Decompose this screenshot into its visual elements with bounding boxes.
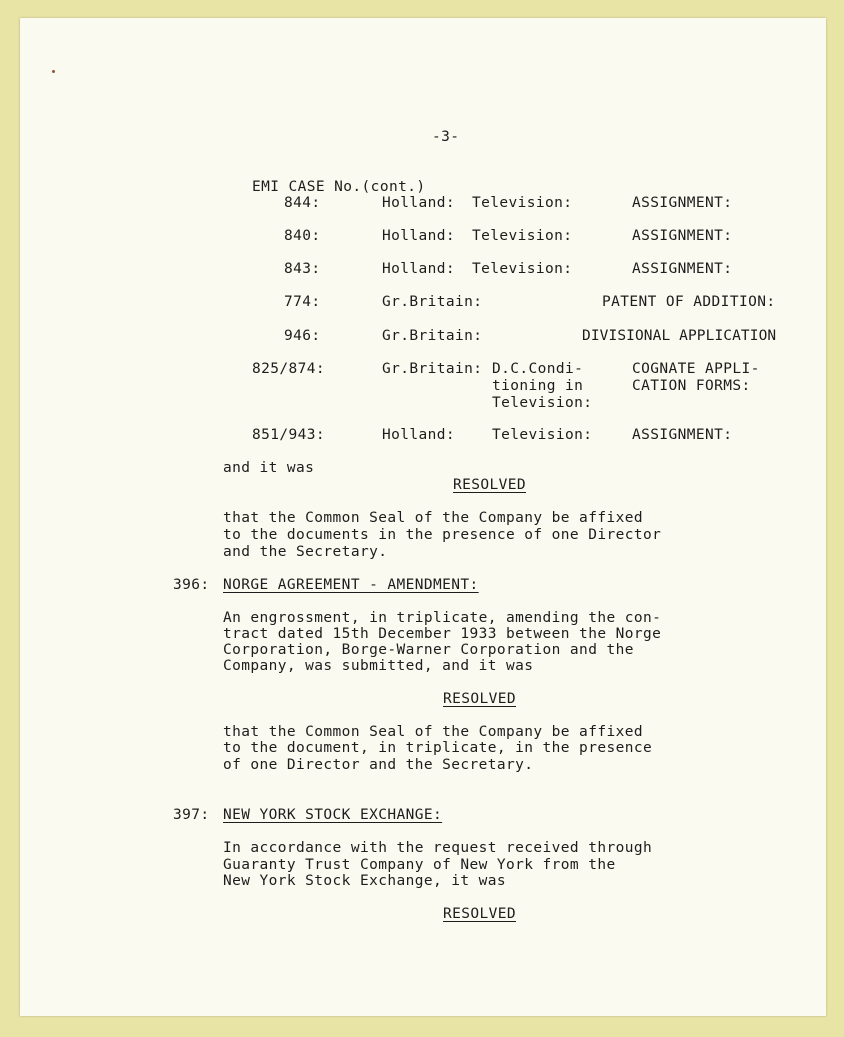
case-subject: Television: bbox=[472, 228, 573, 244]
resolution-line: that the Common Seal of the Company be affixed bbox=[223, 724, 643, 740]
ink-spot bbox=[52, 70, 55, 73]
body-line: tract dated 15th December 1933 between the Norge bbox=[223, 626, 662, 642]
case-country: Holland: bbox=[382, 261, 456, 277]
body-line: New York Stock Exchange, it was bbox=[223, 873, 507, 889]
resolved-heading: RESOLVED bbox=[443, 691, 517, 707]
item-number: 397: bbox=[173, 807, 210, 823]
case-country: Holland: bbox=[382, 427, 456, 443]
case-country: Gr.Britain: bbox=[382, 294, 483, 310]
resolution-line: to the documents in the presence of one Director bbox=[223, 527, 662, 543]
case-number: 774: bbox=[284, 294, 321, 310]
case-number: 946: bbox=[284, 328, 321, 344]
and-it-was: and it was bbox=[223, 460, 315, 476]
case-document-line: COGNATE APPLI- bbox=[632, 361, 760, 377]
case-country: Gr.Britain: bbox=[382, 328, 483, 344]
case-country: Holland: bbox=[382, 195, 456, 211]
case-document: ASSIGNMENT: bbox=[632, 427, 733, 443]
case-subject: Television: bbox=[472, 261, 573, 277]
case-subject: Television: bbox=[472, 195, 573, 211]
body-line: In accordance with the request received through bbox=[223, 840, 653, 856]
case-document-line: CATION FORMS: bbox=[632, 378, 751, 394]
case-subject-line: Television: bbox=[492, 395, 593, 411]
body-line: Company, was submitted, and it was bbox=[223, 658, 534, 674]
body-line: Corporation, Borge-Warner Corporation and the bbox=[223, 642, 634, 658]
case-subject: Television: bbox=[492, 427, 593, 443]
case-document: DIVISIONAL APPLICATION bbox=[582, 328, 777, 344]
resolved-heading: RESOLVED bbox=[453, 477, 527, 493]
case-subject-line: D.C.Condi- bbox=[492, 361, 584, 377]
resolution-line: of one Director and the Secretary. bbox=[223, 757, 534, 773]
body-line: An engrossment, in triplicate, amending the con- bbox=[223, 610, 662, 626]
case-heading: EMI CASE No.(cont.) bbox=[252, 179, 426, 195]
case-document: PATENT OF ADDITION: bbox=[602, 294, 776, 310]
item-title: NEW YORK STOCK EXCHANGE: bbox=[223, 807, 443, 823]
case-number: 844: bbox=[284, 195, 321, 211]
case-country: Holland: bbox=[382, 228, 456, 244]
item-title: NORGE AGREEMENT - AMENDMENT: bbox=[223, 577, 479, 593]
case-document: ASSIGNMENT: bbox=[632, 261, 733, 277]
resolution-line: and the Secretary. bbox=[223, 544, 388, 560]
resolution-line: that the Common Seal of the Company be affixed bbox=[223, 510, 643, 526]
case-number: 851/943: bbox=[252, 427, 326, 443]
page-number: -3- bbox=[432, 129, 460, 145]
case-number: 843: bbox=[284, 261, 321, 277]
case-number: 840: bbox=[284, 228, 321, 244]
case-document: ASSIGNMENT: bbox=[632, 228, 733, 244]
case-number: 825/874: bbox=[252, 361, 326, 377]
resolution-line: to the document, in triplicate, in the presence bbox=[223, 740, 653, 756]
item-number: 396: bbox=[173, 577, 210, 593]
case-country: Gr.Britain: bbox=[382, 361, 483, 377]
case-subject-line: tioning in bbox=[492, 378, 584, 394]
resolved-heading: RESOLVED bbox=[443, 906, 517, 922]
case-document: ASSIGNMENT: bbox=[632, 195, 733, 211]
body-line: Guaranty Trust Company of New York from the bbox=[223, 857, 616, 873]
